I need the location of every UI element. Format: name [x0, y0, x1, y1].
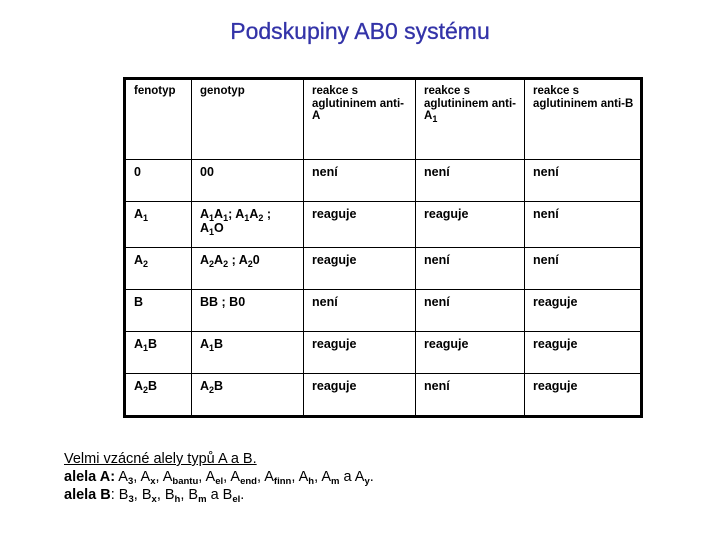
rare-alleles-intro: Velmi vzácné alely typů A a B. [64, 451, 257, 467]
header-anti-a: reakce s aglutininem anti-A [304, 79, 416, 160]
cell-genotyp: $A_2A_2$ ; $A_20$ [192, 248, 304, 290]
table-row [125, 290, 642, 332]
cell-anti-b: není [525, 202, 642, 248]
cell-anti-a: reaguje [304, 202, 416, 248]
cell-fenotyp: 0 [125, 160, 192, 202]
cell-anti-a1: reaguje [416, 202, 525, 248]
table-header-row [125, 79, 642, 160]
header-anti-b: reakce s aglutininem anti-B [525, 79, 642, 160]
table-row [125, 160, 642, 202]
cell-anti-b: není [525, 248, 642, 290]
cell-anti-b: reaguje [525, 374, 642, 417]
cell-fenotyp: $A_1B$ [125, 332, 192, 374]
cell-anti-b: reaguje [525, 290, 642, 332]
cell-anti-b: není [525, 160, 642, 202]
allele-b-line [64, 486, 374, 504]
cell-anti-a: reaguje [304, 332, 416, 374]
cell-anti-a1: není [416, 374, 525, 417]
cell-genotyp: $A_1A_1$; $A_1A_2$ ; $A_1O$ [192, 202, 304, 248]
allele-a-line [64, 468, 374, 486]
allele-b-values: : $B_3$, $B_x$, $B_h$, $B_m$ a $B_{el}$. [110, 487, 245, 505]
header-fenotyp: fenotyp [125, 79, 192, 160]
rare-alleles-notes [64, 450, 374, 504]
cell-genotyp: BB ; B0 [192, 290, 304, 332]
cell-fenotyp: B [125, 290, 192, 332]
cell-anti-b: reaguje [525, 332, 642, 374]
cell-genotyp: $A_1B$ [192, 332, 304, 374]
cell-genotyp: 00 [192, 160, 304, 202]
cell-fenotyp: $A_2$ [125, 248, 192, 290]
cell-anti-a: není [304, 160, 416, 202]
cell-fenotyp: $A_1$ [125, 202, 192, 248]
allele-a-values: $A_3$, $A_x$, $A_{bantu}$, $A_{el}$, $A_{end}$, $A_{finn}$, $A_h$, $A_m$ a $A_y$. [118, 469, 374, 487]
table-row [125, 248, 642, 290]
header-anti-a1: reakce s aglutininem anti-$A_1$ [416, 79, 525, 160]
cell-anti-a1: není [416, 290, 525, 332]
cell-anti-a: reaguje [304, 374, 416, 417]
table-row [125, 332, 642, 374]
table-row [125, 374, 642, 417]
header-genotyp: genotyp [192, 79, 304, 160]
table-row [125, 202, 642, 248]
cell-anti-a1: není [416, 248, 525, 290]
slide-title: Podskupiny AB0 systému [230, 18, 490, 44]
allele-b-label: alela B [64, 487, 111, 503]
allele-a-label: alela A: [64, 469, 116, 485]
cell-fenotyp: $A_2B$ [125, 374, 192, 417]
cell-anti-a1: reaguje [416, 332, 525, 374]
cell-anti-a1: není [416, 160, 525, 202]
cell-genotyp: $A_2B$ [192, 374, 304, 417]
subgroups-table [123, 77, 643, 418]
cell-anti-a: není [304, 290, 416, 332]
cell-anti-a: reaguje [304, 248, 416, 290]
